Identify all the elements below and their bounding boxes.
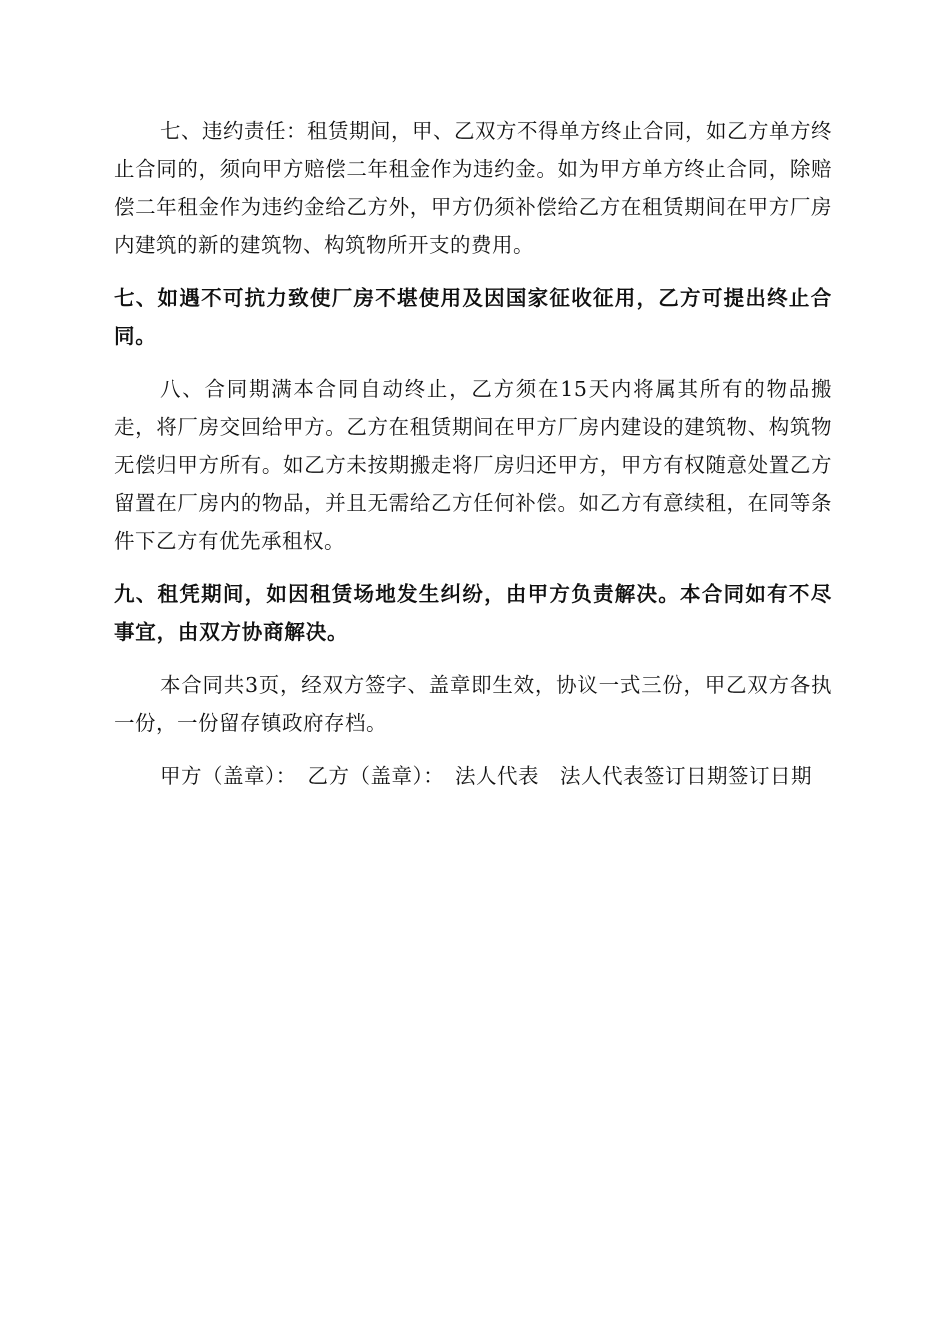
clause-8-contract-expiry: 八、合同期满本合同自动终止，乙方须在15天内将属其所有的物品搬走，将厂房交回给甲方。乙方在租赁期间在甲方厂房内建设的建筑物、构筑物无偿归甲方所有。如乙方未按期搬走将厂房归还甲方，甲方有权随意处置乙方留置在厂房内的物品，并且无需给乙方任何补偿。如乙方有意续租，在同等条件下乙方有优先承租权。 — [114, 377, 832, 553]
contract-copies-note: 本合同共3页，经双方签字、盖章即生效，协议一式三份，甲乙双方各执一份，一份留存镇政府存档。 — [114, 673, 832, 735]
document-page — [114, 112, 832, 795]
clause-7-force-majeure: 七、如遇不可抗力致使厂房不堪使用及因国家征收征用，乙方可提出终止合同。 — [114, 286, 832, 348]
clause-7-breach-liability: 七、违约责任：租赁期间，甲、乙双方不得单方终止合同，如乙方单方终止合同的，须向甲方赔偿二年租金作为违约金。如为甲方单方终止合同，除赔偿二年租金作为违约金给乙方外，甲方仍须补偿给乙方在租赁期间在甲方厂房内建筑的新的建筑物、构筑物所开支的费用。 — [114, 119, 832, 257]
signature-line: 甲方（盖章）： 乙方（盖章）： 法人代表 法人代表签订日期签订日期 — [160, 764, 812, 788]
clause-9-disputes: 九、租凭期间，如因租赁场地发生纠纷，由甲方负责解决。本合同如有不尽事宜，由双方协商解决。 — [114, 582, 832, 644]
